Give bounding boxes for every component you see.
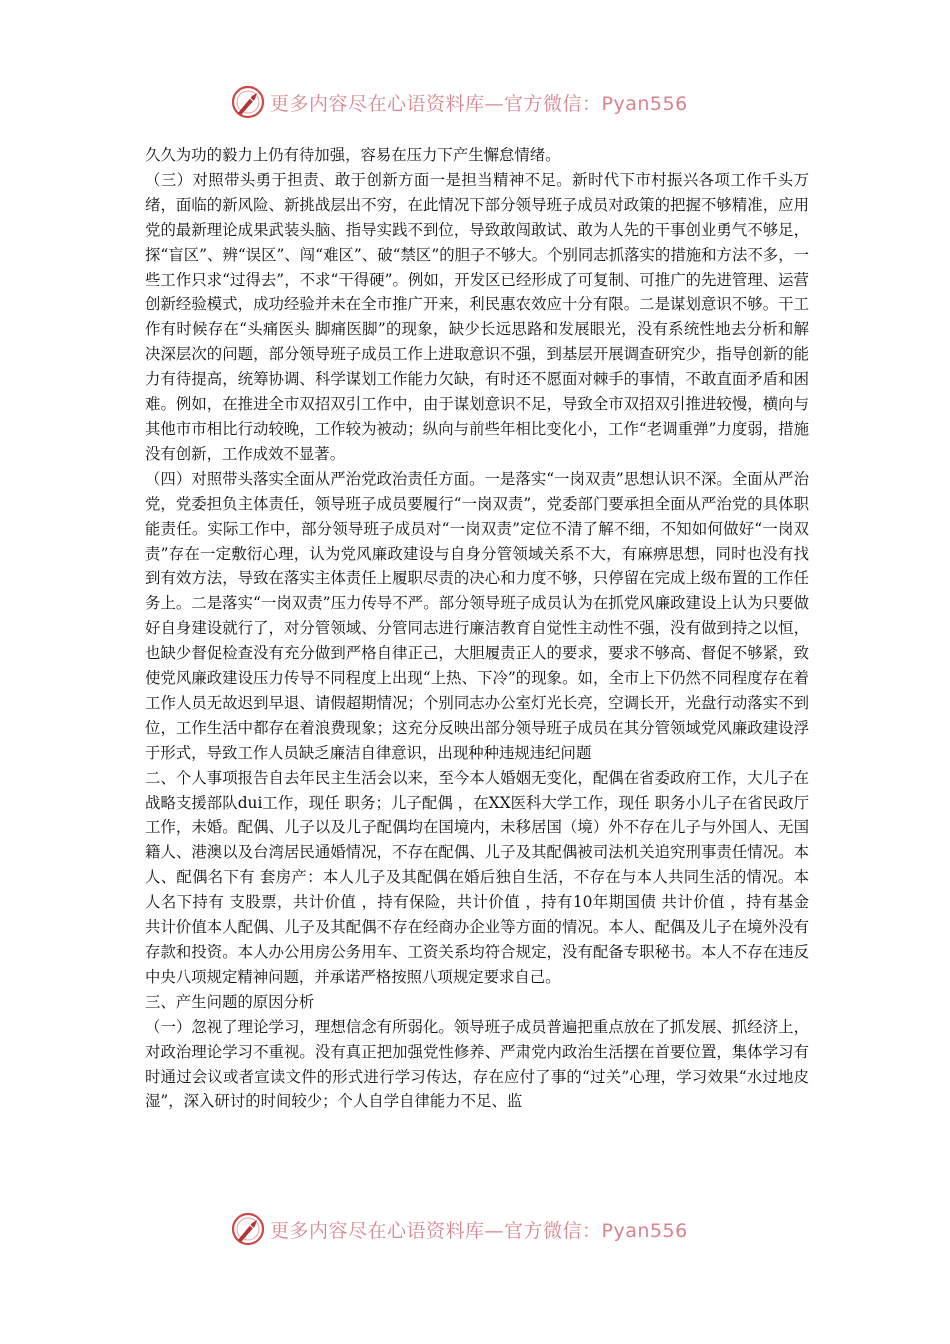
- banner-main-text: 更多内容尽在心语资料库—官方微信：: [270, 92, 602, 115]
- paragraph: 二、个人事项报告自去年民主生活会以来，至今本人婚姻无变化，配偶在省委政府工作，大儿子在战略支援部队dui工作，现任 职务；儿子配偶 ，在XX医科大学工作，现任 职务小儿子在省民政厅工作，未婚。配偶、儿子以及儿子配偶均在国境内，未移居国（境）外不存在儿子与外国人、无国籍人、港澳以及台湾居民通婚情况，不存在配偶、儿子及其配偶被司法机关追究刑事责任情况。本人、配偶名下有 套房产：本人儿子及其配偶在婚后独自生活，不存在与本人共同生活的情况。本人名下持有 支股票，共计价值 ，持有保险，共计价值 ，持有10年期国债 共计价值 ，持有基金 共计价值本人配偶、儿子及其配偶不存在经商办企业等方面的情况。本人、配偶及儿子在境外没有存款和投资。本人办公用房公务用车、工资关系均符合规定，没有配备专职秘书。本人不存在违反中央八项规定精神问题，并承诺严格按照八项规定要求自己。: [145, 768, 809, 986]
- paragraph: （四）对照带头落实全面从严治党政治责任方面。一是落实“一岗双责”思想认识不深。全面从严治党，党委担负主体责任，领导班子成员要履行“一岗双责”，党委部门要承担全面从严治党的具体职能责任。实际工作中，部分领导班子成员对“一岗双责”定位不清了解不细，不知如何做好“一岗双责”存在一定敷衍心理，认为党风廉政建设与自身分管领域关系不大，有麻痹思想，同时也没有找到有效方法，导致在落实主体责任上履职尽责的决心和力度不够，只停留在完成上级布置的工作任务上。二是落实“一岗双责”压力传导不严。部分领导班子成员认为在抓党风廉政建设上认为只要做好自身建设就行了，对分管领域、分管同志进行廉洁教育自觉性主动性不强，没有做到持之以恒，也缺少督促检查没有充分做到严格自律正己，大胆履责正人的要求，要求不够高、督促不够紧，致使党风廉政建设压力传导不同程度上出现“上热、下冷”的现象。如，全市上下仍然不同程度存在着工作人员无故迟到早退、请假超期情况；个别同志办公室灯光长亮，空调长开，光盘行动落实不到位，工作生活中都存在着浪费现象；这充分反映出部分领导班子成员在其分管领域党风廉政建设浮于形式，导致工作人员缺乏廉洁自律意识，出现种种违规违纪问题: [145, 469, 809, 762]
- pen-nib-logo-icon: [230, 84, 266, 120]
- banner-main-text: 更多内容尽在心语资料库—官方微信：: [270, 1219, 602, 1242]
- paragraph: 久久为功的毅力上仍有待加强，容易在压力下产生懈怠情绪。: [145, 146, 561, 164]
- paragraph: （三）对照带头勇于担责、敢于创新方面一是担当精神不足。新时代下市村振兴各项工作千头万绪，面临的新风险、新挑战层出不穷，在此情况下部分领导班子成员对政策的把握不够精准，应用党的最新理论成果武装头脑、指导实践不到位，导致敢闯敢试、敢为人先的干事创业勇气不够足，探“盲区”、辨“误区”、闯“难区”、破“禁区”的胆子不够大。个别同志抓落实的措施和方法不多，一些工作只求“过得去”，不求“干得硬”。例如，开发区已经形成了可复制、可推广的先进管理、运营创新经验模式，成功经验并未在全市推广开来，利民惠农效应十分有限。二是谋划意识不够。干工作有时候存在“头痛医头 脚痛医脚”的现象，缺少长远思路和发展眼光，没有系统性地去分析和解决深层次的问题，部分领导班子成员工作上进取意识不强，到基层开展调查研究少，指导创新的能力有待提高，统筹协调、科学谋划工作能力欠缺，有时还不愿面对棘手的事情，不敢直面矛盾和困难。例如，在推进全市双招双引工作中，由于谋划意识不足，导致全市双招双引推进较慢，横向与其他市市相比行动较晚，工作较为被动；纵向与前些年相比变化小，工作“老调重弹”力度弱，措施没有创新，工作成效不显著。: [145, 170, 809, 463]
- document-body: [145, 143, 809, 1114]
- banner-text: [270, 1216, 688, 1243]
- wechat-id: Pyan556: [601, 92, 688, 115]
- section-heading: 三、产生问题的原因分析: [145, 992, 315, 1011]
- pen-nib-logo-icon: [230, 1211, 266, 1247]
- banner-text: [270, 89, 688, 116]
- wechat-id: Pyan556: [601, 1219, 688, 1242]
- header-banner: [230, 82, 750, 122]
- footer-banner: [230, 1209, 750, 1249]
- paragraph: （一）忽视了理论学习，理想信念有所弱化。领导班子成员普遍把重点放在了抓发展、抓经济上，对政治理论学习不重视。没有真正把加强党性修养、严肃党内政治生活摆在首要位置，集体学习有时通过会议或者宣读文件的形式进行学习传达，存在应付了事的“过关”心理，学习效果“水过地皮湿”，深入研讨的时间较少；个人自学自律能力不足、监: [145, 1017, 809, 1111]
